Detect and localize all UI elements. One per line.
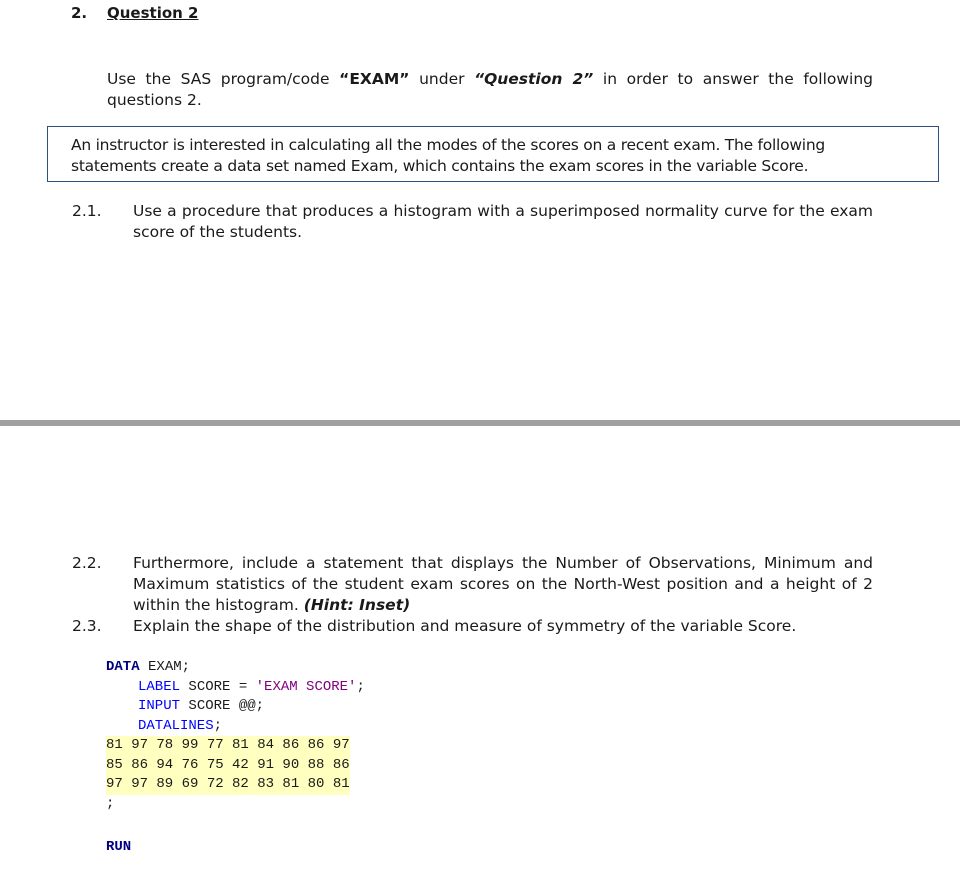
code-line-input [138, 697, 264, 717]
subquestion-number: 2.3. [72, 617, 102, 635]
code-string: 'EXAM SCORE' [255, 679, 357, 695]
code-text: ; [213, 718, 223, 734]
subquestion-number: 2.1. [72, 202, 102, 220]
question-title: Question 2 [107, 4, 199, 22]
data-row: 81 97 78 99 77 81 84 86 86 97 [106, 737, 350, 753]
code-terminator: ; [106, 796, 115, 812]
data-row: 85 86 94 76 75 42 91 90 88 86 [106, 756, 350, 773]
code-statement: LABEL [138, 679, 181, 695]
subquestion-number: 2.2. [72, 554, 102, 572]
code-text: SCORE @@; [180, 698, 265, 714]
code-keyword: DATA [106, 659, 140, 675]
intro-paragraph [107, 69, 873, 111]
description-box: An instructor is interested in calculating all the modes of the scores on a recent exam. The following statements create a data set named Exam, which contains the exam scores in the variable Score. [47, 126, 939, 182]
intro-part3: in order to answer the following questions 2. [107, 70, 874, 109]
subquestion-text: Use a procedure that produces a histogram with a superimposed normality curve for the exam score of the students. [133, 202, 873, 241]
section-divider [0, 420, 960, 426]
subquestion-text [133, 553, 873, 616]
code-statement: DATALINES [138, 718, 214, 734]
data-row: 97 97 89 69 72 82 83 81 80 81 [106, 776, 350, 792]
intro-code-name: “EXAM” [339, 70, 410, 88]
intro-part1: Use the SAS program/code [107, 70, 340, 88]
code-text: SCORE = [180, 679, 256, 695]
subquestion-hint: (Hint: Inset) [303, 596, 411, 614]
code-run: RUN [106, 839, 132, 855]
data-lines [106, 736, 350, 795]
code-text: ; [356, 679, 365, 695]
subquestion-text: Explain the shape of the distribution and measure of symmetry of the variable Score. [133, 617, 797, 635]
code-statement: INPUT [138, 698, 181, 714]
code-line-data [106, 658, 190, 678]
code-text: EXAM; [139, 659, 191, 675]
code-line-datalines [138, 717, 222, 737]
intro-part2: under [409, 70, 475, 88]
intro-question-ref: “Question 2” [474, 70, 594, 88]
code-line-label [138, 678, 365, 698]
question-number: 2. [71, 4, 88, 22]
subquestion-body: Furthermore, include a statement that displays the Number of Observations, Minimum and Maximum statistics of the student exam scores on the North-West position and a height of 2 within the histogram. [133, 554, 873, 614]
